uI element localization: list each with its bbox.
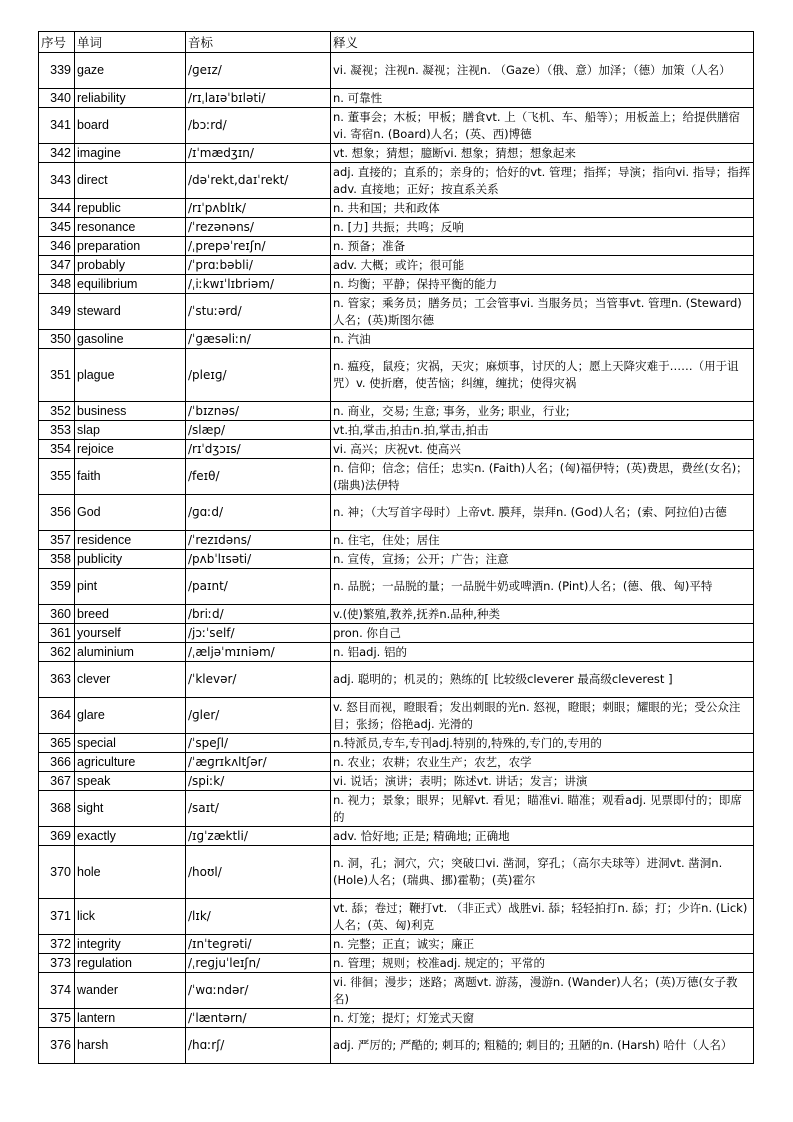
- phonetic-cell: /rɪˈdʒɔɪs/: [186, 440, 331, 459]
- phonetic-cell: /ˈprɑːbəbli/: [186, 256, 331, 275]
- row-number: 358: [39, 550, 75, 569]
- word-cell: breed: [75, 605, 186, 624]
- row-number: 375: [39, 1009, 75, 1028]
- header-row: [39, 32, 754, 53]
- table-row: [39, 53, 754, 89]
- table-row: [39, 199, 754, 218]
- word-cell: hole: [75, 846, 186, 899]
- word-cell: clever: [75, 662, 186, 698]
- phonetic-cell: /ˌiːkwɪˈlɪbriəm/: [186, 275, 331, 294]
- phonetic-cell: /ˈæɡrɪkʌltʃər/: [186, 753, 331, 772]
- phonetic-cell: /rɪˌlaɪəˈbɪləti/: [186, 89, 331, 108]
- row-number: 371: [39, 899, 75, 935]
- table-row: [39, 144, 754, 163]
- word-cell: slap: [75, 421, 186, 440]
- word-cell: yourself: [75, 624, 186, 643]
- table-row: [39, 495, 754, 531]
- word-cell: probably: [75, 256, 186, 275]
- definition-cell: n. 铝adj. 铝的: [331, 643, 754, 662]
- phonetic-cell: /saɪt/: [186, 791, 331, 827]
- definition-cell: n. 住宅，住处；居住: [331, 531, 754, 550]
- row-number: 356: [39, 495, 75, 531]
- table-row: [39, 89, 754, 108]
- word-cell: publicity: [75, 550, 186, 569]
- row-number: 373: [39, 954, 75, 973]
- definition-cell: n. [力] 共振；共鸣；反响: [331, 218, 754, 237]
- definition-cell: n. 完整；正直；诚实；廉正: [331, 935, 754, 954]
- header-phonetic: 音标: [186, 32, 331, 53]
- table-row: [39, 349, 754, 402]
- row-number: 344: [39, 199, 75, 218]
- header-word: 单词: [75, 32, 186, 53]
- definition-cell: n. 管家；乘务员；膳务员；工会管事vi. 当服务员；当管事vt. 管理n. (Steward)人名；(英)斯图尔德: [331, 294, 754, 330]
- definition-cell: vi. 凝视；注视n. 凝视；注视n. （Gaze）（俄、意）加泽；（德）加策（人名）: [331, 53, 754, 89]
- phonetic-cell: /ˈbɪznəs/: [186, 402, 331, 421]
- phonetic-cell: /ɡɑːd/: [186, 495, 331, 531]
- word-cell: regulation: [75, 954, 186, 973]
- word-cell: faith: [75, 459, 186, 495]
- table-row: [39, 459, 754, 495]
- row-number: 351: [39, 349, 75, 402]
- row-number: 359: [39, 569, 75, 605]
- definition-cell: n. 预备；准备: [331, 237, 754, 256]
- row-number: 365: [39, 734, 75, 753]
- phonetic-cell: /ˈwɑːndər/: [186, 973, 331, 1009]
- phonetic-cell: /ˈklevər/: [186, 662, 331, 698]
- table-row: [39, 734, 754, 753]
- table-row: [39, 1009, 754, 1028]
- row-number: 345: [39, 218, 75, 237]
- table-row: [39, 605, 754, 624]
- definition-cell: n. 灯笼；提灯；灯笼式天窗: [331, 1009, 754, 1028]
- table-body: [39, 53, 754, 1064]
- table-row: [39, 108, 754, 144]
- definition-cell: pron. 你自己: [331, 624, 754, 643]
- row-number: 360: [39, 605, 75, 624]
- table-row: [39, 237, 754, 256]
- table-row: [39, 1028, 754, 1064]
- row-number: 352: [39, 402, 75, 421]
- definition-cell: vi. 说话；演讲；表明；陈述vt. 讲话；发言；讲演: [331, 772, 754, 791]
- phonetic-cell: /ˈrezɪdəns/: [186, 531, 331, 550]
- phonetic-cell: /ˈɡæsəliːn/: [186, 330, 331, 349]
- word-cell: lick: [75, 899, 186, 935]
- definition-cell: n. 董事会；木板；甲板；膳食vt. 上（飞机、车、船等）；用板盖上；给提供膳宿vi. 寄宿n. (Board)人名；(英、西)博德: [331, 108, 754, 144]
- definition-cell: vi. 徘徊；漫步；迷路；离题vt. 游荡，漫游n. (Wander)人名；(英)万德(女子教名): [331, 973, 754, 1009]
- definition-cell: n. 商业，交易; 生意; 事务，业务; 职业，行业;: [331, 402, 754, 421]
- definition-cell: n. 神；（大写首字母时）上帝vt. 膜拜，崇拜n. (God)人名；(索、阿拉伯)古德: [331, 495, 754, 531]
- phonetic-cell: /hoʊl/: [186, 846, 331, 899]
- row-number: 363: [39, 662, 75, 698]
- table-row: [39, 954, 754, 973]
- definition-cell: vt.拍,掌击,拍击n.拍,掌击,拍击: [331, 421, 754, 440]
- table-row: [39, 698, 754, 734]
- phonetic-cell: /ˈrezənəns/: [186, 218, 331, 237]
- table-row: [39, 827, 754, 846]
- phonetic-cell: /briːd/: [186, 605, 331, 624]
- table-row: [39, 531, 754, 550]
- definition-cell: n. 视力；景象；眼界；见解vt. 看见；瞄准vi. 瞄准；观看adj. 见票即付的；即席的: [331, 791, 754, 827]
- word-cell: special: [75, 734, 186, 753]
- word-cell: glare: [75, 698, 186, 734]
- table-row: [39, 791, 754, 827]
- phonetic-cell: /pleɪɡ/: [186, 349, 331, 402]
- row-number: 361: [39, 624, 75, 643]
- table-row: [39, 899, 754, 935]
- word-cell: agriculture: [75, 753, 186, 772]
- definition-cell: adj. 严厉的; 严酷的; 刺耳的; 粗糙的; 刺目的; 丑陋的n. (Harsh) 哈什（人名）: [331, 1028, 754, 1064]
- table-row: [39, 973, 754, 1009]
- word-cell: speak: [75, 772, 186, 791]
- word-cell: lantern: [75, 1009, 186, 1028]
- table-row: [39, 624, 754, 643]
- word-cell: reliability: [75, 89, 186, 108]
- phonetic-cell: /dəˈrekt,daɪˈrekt/: [186, 163, 331, 199]
- row-number: 353: [39, 421, 75, 440]
- definition-cell: n. 信仰；信念；信任；忠实n. (Faith)人名；(匈)福伊特；(英)费思，费丝(女名)；(瑞典)法伊特: [331, 459, 754, 495]
- vocabulary-sheet: [38, 31, 753, 1064]
- word-cell: residence: [75, 531, 186, 550]
- table-row: [39, 330, 754, 349]
- table-row: [39, 550, 754, 569]
- phonetic-cell: /paɪnt/: [186, 569, 331, 605]
- table-row: [39, 643, 754, 662]
- table-row: [39, 218, 754, 237]
- phonetic-cell: /ˌæljəˈmɪniəm/: [186, 643, 331, 662]
- phonetic-cell: /ɡeɪz/: [186, 53, 331, 89]
- definition-cell: n. 洞，孔；洞穴，穴；突破口vi. 凿洞，穿孔；（高尔夫球等）进洞vt. 凿洞n. (Hole)人名；(瑞典、挪)霍勒；(英)霍尔: [331, 846, 754, 899]
- row-number: 349: [39, 294, 75, 330]
- word-cell: direct: [75, 163, 186, 199]
- word-cell: aluminium: [75, 643, 186, 662]
- definition-cell: v.(使)繁殖,教养,抚养n.品种,种类: [331, 605, 754, 624]
- phonetic-cell: /ɪˈmædʒɪn/: [186, 144, 331, 163]
- phonetic-cell: /rɪˈpʌblɪk/: [186, 199, 331, 218]
- phonetic-cell: /feɪθ/: [186, 459, 331, 495]
- phonetic-cell: /jɔːˈself/: [186, 624, 331, 643]
- row-number: 368: [39, 791, 75, 827]
- row-number: 357: [39, 531, 75, 550]
- table-row: [39, 402, 754, 421]
- definition-cell: adj. 直接的；直系的；亲身的；恰好的vt. 管理；指挥；导演；指向vi. 指导；指挥adv. 直接地；正好；按直系关系: [331, 163, 754, 199]
- phonetic-cell: /lɪk/: [186, 899, 331, 935]
- word-cell: business: [75, 402, 186, 421]
- word-cell: steward: [75, 294, 186, 330]
- definition-cell: adj. 聪明的；机灵的；熟练的[ 比较级cleverer 最高级cleverest ]: [331, 662, 754, 698]
- row-number: 374: [39, 973, 75, 1009]
- phonetic-cell: /slæp/: [186, 421, 331, 440]
- phonetic-cell: /ɪɡˈzæktli/: [186, 827, 331, 846]
- word-cell: rejoice: [75, 440, 186, 459]
- row-number: 339: [39, 53, 75, 89]
- header-definition: 释义: [331, 32, 754, 53]
- row-number: 369: [39, 827, 75, 846]
- vocabulary-table: [38, 31, 754, 1064]
- definition-cell: adv. 恰好地; 正是; 精确地; 正确地: [331, 827, 754, 846]
- definition-cell: n. 瘟疫，鼠疫；灾祸，天灾；麻烦事，讨厌的人；愿上天降灾难于……（用于诅咒）v. 使折磨，使苦恼；纠缠，缠扰；使得灾祸: [331, 349, 754, 402]
- table-row: [39, 275, 754, 294]
- row-number: 355: [39, 459, 75, 495]
- phonetic-cell: /spiːk/: [186, 772, 331, 791]
- definition-cell: vi. 高兴；庆祝vt. 使高兴: [331, 440, 754, 459]
- definition-cell: n. 农业；农耕；农业生产；农艺，农学: [331, 753, 754, 772]
- row-number: 343: [39, 163, 75, 199]
- row-number: 372: [39, 935, 75, 954]
- table-row: [39, 569, 754, 605]
- table-row: [39, 846, 754, 899]
- table-row: [39, 163, 754, 199]
- row-number: 347: [39, 256, 75, 275]
- row-number: 341: [39, 108, 75, 144]
- table-row: [39, 753, 754, 772]
- header-no: 序号: [39, 32, 75, 53]
- phonetic-cell: /pʌbˈlɪsəti/: [186, 550, 331, 569]
- table-row: [39, 935, 754, 954]
- definition-cell: vt. 舔；卷过；鞭打vt. （非正式）战胜vi. 舔；轻轻拍打n. 舔；打；少许n. (Lick)人名；(英、匈)利克: [331, 899, 754, 935]
- definition-cell: n. 汽油: [331, 330, 754, 349]
- phonetic-cell: /ˈstuːərd/: [186, 294, 331, 330]
- definition-cell: adv. 大概；或许；很可能: [331, 256, 754, 275]
- row-number: 370: [39, 846, 75, 899]
- word-cell: imagine: [75, 144, 186, 163]
- definition-cell: n. 可靠性: [331, 89, 754, 108]
- definition-cell: n. 宣传，宣扬；公开；广告；注意: [331, 550, 754, 569]
- phonetic-cell: /ˌprepəˈreɪʃn/: [186, 237, 331, 256]
- table-row: [39, 256, 754, 275]
- definition-cell: v. 怒目而视，瞪眼看；发出刺眼的光n. 怒视，瞪眼；刺眼；耀眼的光；受公众注目；张扬；俗艳adj. 光滑的: [331, 698, 754, 734]
- phonetic-cell: /ˈlæntərn/: [186, 1009, 331, 1028]
- word-cell: integrity: [75, 935, 186, 954]
- row-number: 342: [39, 144, 75, 163]
- word-cell: exactly: [75, 827, 186, 846]
- row-number: 350: [39, 330, 75, 349]
- word-cell: pint: [75, 569, 186, 605]
- definition-cell: n. 管理；规则；校准adj. 规定的；平常的: [331, 954, 754, 973]
- word-cell: equilibrium: [75, 275, 186, 294]
- row-number: 362: [39, 643, 75, 662]
- definition-cell: n. 均衡；平静；保持平衡的能力: [331, 275, 754, 294]
- word-cell: gaze: [75, 53, 186, 89]
- table-row: [39, 662, 754, 698]
- phonetic-cell: /hɑːrʃ/: [186, 1028, 331, 1064]
- table-row: [39, 421, 754, 440]
- definition-cell: n. 共和国；共和政体: [331, 199, 754, 218]
- phonetic-cell: /ɡler/: [186, 698, 331, 734]
- row-number: 354: [39, 440, 75, 459]
- word-cell: republic: [75, 199, 186, 218]
- word-cell: sight: [75, 791, 186, 827]
- word-cell: resonance: [75, 218, 186, 237]
- row-number: 376: [39, 1028, 75, 1064]
- phonetic-cell: /ˌreɡjuˈleɪʃn/: [186, 954, 331, 973]
- word-cell: plague: [75, 349, 186, 402]
- word-cell: God: [75, 495, 186, 531]
- phonetic-cell: /bɔːrd/: [186, 108, 331, 144]
- word-cell: wander: [75, 973, 186, 1009]
- table-row: [39, 294, 754, 330]
- table-row: [39, 772, 754, 791]
- table-row: [39, 440, 754, 459]
- phonetic-cell: /ˈspeʃl/: [186, 734, 331, 753]
- word-cell: gasoline: [75, 330, 186, 349]
- word-cell: board: [75, 108, 186, 144]
- definition-cell: n.特派员,专车,专刊adj.特别的,特殊的,专门的,专用的: [331, 734, 754, 753]
- definition-cell: vt. 想象；猜想；臆断vi. 想象；猜想；想象起来: [331, 144, 754, 163]
- row-number: 364: [39, 698, 75, 734]
- word-cell: harsh: [75, 1028, 186, 1064]
- row-number: 367: [39, 772, 75, 791]
- row-number: 346: [39, 237, 75, 256]
- row-number: 340: [39, 89, 75, 108]
- row-number: 366: [39, 753, 75, 772]
- definition-cell: n. 品脱；一品脱的量；一品脱牛奶或啤酒n. (Pint)人名；(德、俄、匈)平特: [331, 569, 754, 605]
- word-cell: preparation: [75, 237, 186, 256]
- row-number: 348: [39, 275, 75, 294]
- phonetic-cell: /ɪnˈteɡrəti/: [186, 935, 331, 954]
